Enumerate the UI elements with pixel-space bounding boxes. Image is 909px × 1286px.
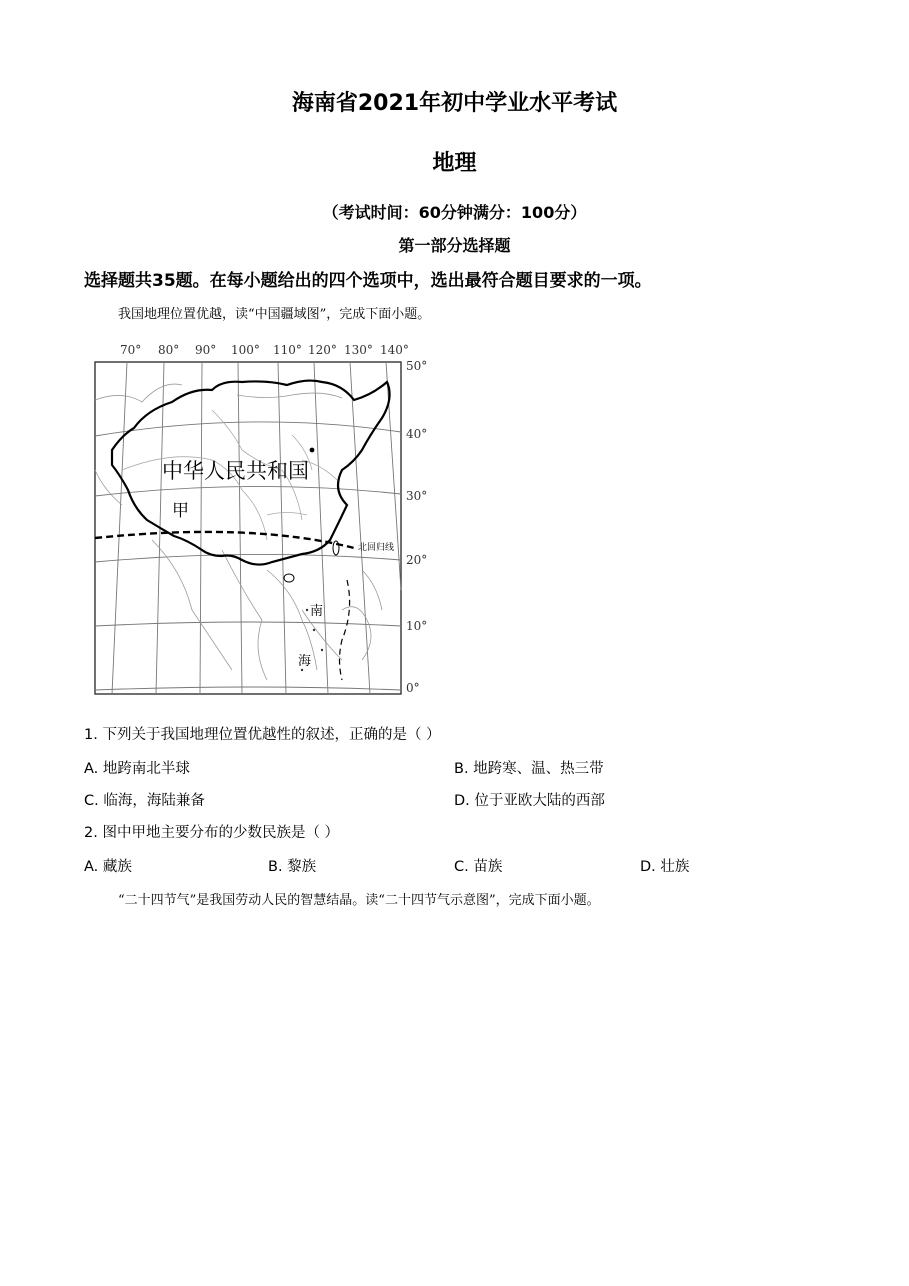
exam-title: 海南省2021年初中学业水平考试: [291, 91, 618, 116]
lon-label: 70°: [120, 343, 142, 357]
question-2-stem: 2. 图中甲地主要分布的少数民族是（ ）: [84, 825, 340, 841]
lon-label: 90°: [195, 343, 217, 357]
lat-label: 30°: [406, 489, 428, 503]
exam-info: （考试时间：60分钟满分：100分）: [322, 203, 587, 222]
part-heading: 第一部分选择题: [398, 236, 511, 255]
lat-label: 0°: [406, 681, 420, 695]
graticule: [95, 362, 401, 694]
question-2-option-d[interactable]: D. 壮族: [640, 859, 690, 875]
lon-label: 100°: [231, 343, 260, 357]
question-1-stem: 1. 下列关于我国地理位置优越性的叙述，正确的是（ ）: [84, 727, 441, 743]
lat-label: 40°: [406, 427, 428, 441]
map-intro: 我国地理位置优越，读“中国疆域图”，完成下面小题。: [118, 307, 431, 322]
subject-title: 地理: [432, 151, 477, 176]
lon-label: 80°: [158, 343, 180, 357]
question-2-option-a[interactable]: A. 藏族: [84, 859, 132, 875]
country-label: 中华人民共和国: [162, 459, 309, 483]
question-1-option-d[interactable]: D. 位于亚欧大陆的西部: [454, 793, 605, 809]
sea-label-1: 南: [310, 604, 324, 619]
question-2-option-c[interactable]: C. 苗族: [454, 859, 503, 875]
lat-label: 50°: [406, 359, 428, 373]
question-1-option-b[interactable]: B. 地跨寒、温、热三带: [454, 761, 604, 777]
capital-marker: [310, 448, 315, 453]
china-territory-map: [92, 340, 437, 700]
lat-label: 10°: [406, 619, 428, 633]
tropic-label: 北回归线: [358, 543, 395, 553]
question-1-option-c[interactable]: C. 临海，海陆兼备: [84, 793, 205, 809]
hainan-island: [284, 574, 294, 582]
lon-label: 140°: [380, 343, 409, 357]
question-1-option-a[interactable]: A. 地跨南北半球: [84, 761, 190, 777]
lat-label: 20°: [406, 553, 428, 567]
taiwan-island: [333, 541, 339, 555]
solar-terms-intro: “二十四节气”是我国劳动人民的智慧结晶。读“二十四节气示意图”，完成下面小题。: [118, 893, 600, 908]
lon-label: 110°: [273, 343, 302, 357]
sea-label-2: 海: [298, 654, 312, 669]
question-2-option-b[interactable]: B. 黎族: [268, 859, 317, 875]
lon-label: 120°: [308, 343, 337, 357]
map-frame: [95, 362, 401, 694]
instructions: 选择题共35题。在每小题给出的四个选项中，选出最符合题目要求的一项。: [84, 271, 652, 291]
maritime-boundary: [340, 580, 350, 680]
lon-label: 130°: [344, 343, 373, 357]
region-label: 甲: [172, 501, 189, 521]
tropic-of-cancer: [95, 532, 354, 548]
